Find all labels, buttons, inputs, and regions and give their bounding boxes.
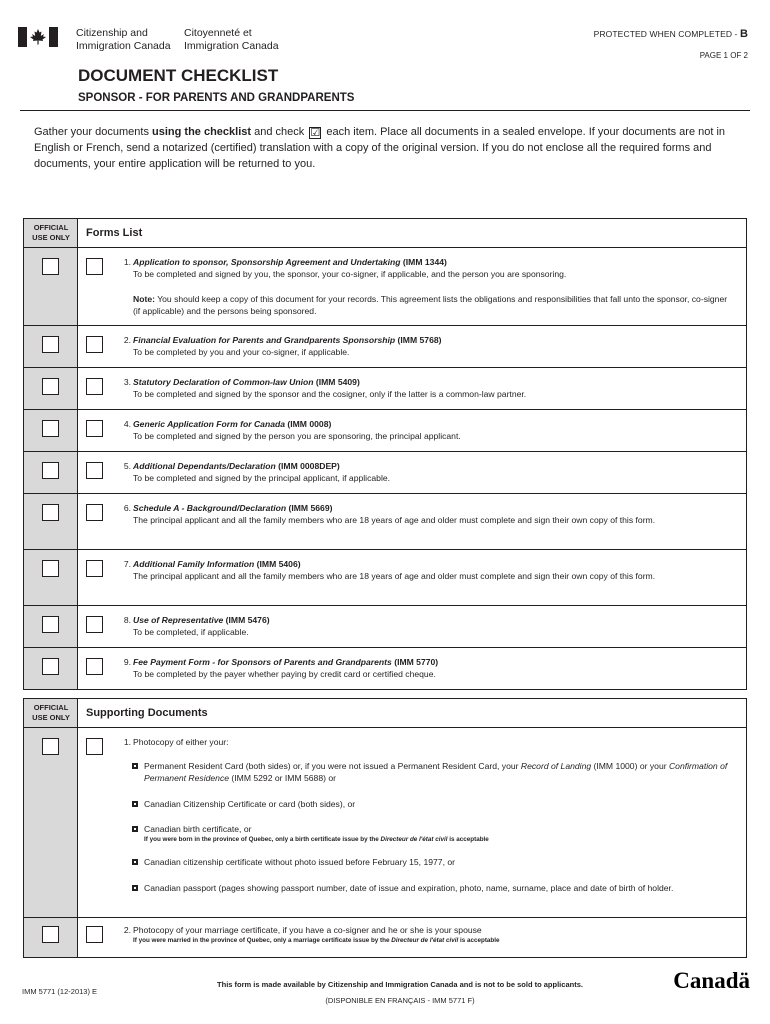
bullet-citizenship-certificate: Canadian Citizenship Certificate or card (both sides), or xyxy=(130,798,740,810)
page-number: PAGE 1 OF 2 xyxy=(699,51,748,60)
official-checkbox-s2[interactable] xyxy=(42,926,59,943)
supporting-header xyxy=(24,699,746,727)
form-code-2: (IMM 5768) xyxy=(395,335,442,345)
form-title-7: Additional Family Information xyxy=(133,559,255,569)
form-checkbox-9[interactable] xyxy=(86,658,103,675)
intro-bold: using the checklist xyxy=(152,126,252,138)
supporting-item-1-text: Photocopy of either your: xyxy=(133,737,229,747)
bullet-citizenship-no-photo: Canadian citizenship certificate without photo issued before February 15, 1977, or xyxy=(130,856,740,868)
protected-text: PROTECTED WHEN COMPLETED - xyxy=(593,29,738,39)
bullet-icon xyxy=(132,885,138,891)
form-checkbox-7[interactable] xyxy=(86,560,103,577)
official-use-label-2: OFFICIAL USE ONLY xyxy=(32,703,70,722)
footer-french-availability: (DISPONIBLE EN FRANÇAIS - IMM 5771 F) xyxy=(325,996,475,1005)
form-code-4: (IMM 0008) xyxy=(285,419,332,429)
official-checkbox-5[interactable] xyxy=(42,462,59,479)
form-code-9: (IMM 5770) xyxy=(391,657,439,667)
form-desc-4: To be completed and signed by the person you are sponsoring, the principal applicant. xyxy=(133,431,461,441)
form-desc-7: The principal applicant and all the family members who are 18 years of age and older must complete and sign their own copy of this form. xyxy=(133,571,656,581)
form-note: Note: You should keep a copy of this document for your records. This agreement lists the obligations and responsibilities that fall unto the sponsor, co-signer (if applicable) and the persons being sponsored. xyxy=(133,294,728,316)
page-subtitle: SPONSOR - FOR PARENTS AND GRANDPARENTS xyxy=(78,92,355,104)
form-title-4: Generic Application Form for Canada xyxy=(133,419,286,429)
form-code-3: (IMM 5409) xyxy=(313,377,360,387)
form-checkbox-1[interactable] xyxy=(86,258,103,275)
official-checkbox-s1[interactable] xyxy=(42,738,59,755)
official-checkbox-2[interactable] xyxy=(42,336,59,353)
bullet-pr-card: Permanent Resident Card (both sides) or, if you were not issued a Permanent Resident Card, your Record of Landing (IMM 1000) or your Confirmation of Permanent Residence (IMM 5292 or IMM 5688) or xyxy=(130,760,740,784)
protected-label xyxy=(594,28,748,40)
bullet-icon xyxy=(132,763,138,769)
forms-list-table xyxy=(23,218,747,690)
intro-text-1: Gather your documents xyxy=(34,126,153,138)
department-en-line1: Citizenship and xyxy=(76,27,148,39)
form-code-6: (IMM 5669) xyxy=(286,503,333,513)
department-name-english xyxy=(76,27,171,53)
supporting-checkbox-1[interactable] xyxy=(86,738,103,755)
canada-wordmark-logo: Canadä xyxy=(673,968,750,993)
official-checkbox-1[interactable] xyxy=(42,258,59,275)
form-item-2: 2. Financial Evaluation for Parents and Grandparents Sponsorship (IMM 5768) To be completed by you and your co-signer, if applicable. xyxy=(24,325,746,367)
form-item-6: 6. Schedule A - Background/Declaration (IMM 5669) The principal applicant and all the family members who are 18 years of age and older must complete and sign their own copy of this form. xyxy=(24,493,746,549)
form-title-8: Use of Representative xyxy=(133,615,224,625)
form-checkbox-5[interactable] xyxy=(86,462,103,479)
supporting-item-2: 2. Photocopy of your marriage certificate, if you have a co-signer and he or she is your spouse If you were married in the province of Quebec, only a marriage certificate issue by the Directeur de l'état civil is acceptable xyxy=(24,917,746,957)
supporting-documents-table xyxy=(23,698,747,958)
department-fr-line2: Immigration Canada xyxy=(184,40,279,52)
form-title-2: Financial Evaluation for Parents and Grandparents Sponsorship xyxy=(133,335,396,345)
form-code-8: (IMM 5476) xyxy=(223,615,270,625)
supporting-item-2-text: Photocopy of your marriage certificate, if you have a co-signer and he or she is your spouse xyxy=(133,925,482,935)
form-code-1: (IMM 1344) xyxy=(400,257,447,267)
bullet-icon xyxy=(132,801,138,807)
form-desc-6: The principal applicant and all the family members who are 18 years of age and older must complete and sign their own copy of this form. xyxy=(133,515,656,525)
official-use-label: OFFICIAL USE ONLY xyxy=(32,223,70,242)
form-desc-2: To be completed by you and your co-signer, if applicable. xyxy=(133,347,350,357)
intro-text-3: each item. Place all documents in a sealed envelope. If your documents are not in English or French, send a notarized (certified) translation with a copy of the original version. If you do not enclose all the required forms and documents, your entire application will be returned to you. xyxy=(34,126,726,170)
bullet-passport: Canadian passport (pages showing passport number, date of issue and expiration, photo, name, surname, place and date of birth of holder. xyxy=(130,882,740,894)
form-title-1: Application to sponsor, Sponsorship Agreement and Undertaking xyxy=(133,257,401,267)
department-fr-line1: Citoyenneté et xyxy=(184,27,252,39)
footer-notice: This form is made available by Citizenship and Immigration Canada and is not to be sold to applicants. xyxy=(217,980,583,989)
bullet-birth-certificate: Canadian birth certificate, or If you were born in the province of Quebec, only a birth certificate issue by the Directeur de l'état civil is acceptable xyxy=(130,823,740,844)
form-checkbox-3[interactable] xyxy=(86,378,103,395)
official-checkbox-8[interactable] xyxy=(42,616,59,633)
form-title-6: Schedule A - Background/Declaration xyxy=(133,503,287,513)
form-desc-1: To be completed and signed by you, the sponsor, your co-signer, if applicable, and the person you are sponsoring. xyxy=(133,269,567,279)
form-desc-3: To be completed and signed by the sponsor and the cosigner, only if the latter is a common-law partner. xyxy=(133,389,527,399)
department-name-french xyxy=(184,27,279,53)
official-checkbox-4[interactable] xyxy=(42,420,59,437)
form-checkbox-2[interactable] xyxy=(86,336,103,353)
supporting-checkbox-2[interactable] xyxy=(86,926,103,943)
bullet-icon xyxy=(132,826,138,832)
intro-paragraph xyxy=(34,124,740,172)
form-code-5: (IMM 0008DEP) xyxy=(275,461,340,471)
form-title-5: Additional Dependants/Declaration xyxy=(133,461,276,471)
form-title-3: Statutory Declaration of Common-law Union xyxy=(133,377,314,387)
form-desc-8: To be completed, if applicable. xyxy=(133,627,249,637)
intro-text-2: and check xyxy=(251,126,308,138)
forms-list-heading: Forms List xyxy=(86,227,143,239)
canada-flag-icon xyxy=(18,27,58,47)
form-item-9: 9. Fee Payment Form - for Sponsors of Parents and Grandparents (IMM 5770) To be completed by the payer whether paying by credit card or certified cheque. xyxy=(24,647,746,689)
official-checkbox-3[interactable] xyxy=(42,378,59,395)
form-item-1: 1. Application to sponsor, Sponsorship Agreement and Undertaking (IMM 1344) To be completed and signed by you, the sponsor, your co-signer, if applicable, and the person you are sponsoring. Note: You should keep a copy of this document for your records. This agreement lists the obligations and responsibilities that fall unto the sponsor, co-signer (if applicable) and the persons being sponsored. xyxy=(24,247,746,325)
form-checkbox-4[interactable] xyxy=(86,420,103,437)
form-desc-5: To be completed and signed by the principal applicant, if applicable. xyxy=(133,473,391,483)
form-item-8: 8. Use of Representative (IMM 5476) To be completed, if applicable. xyxy=(24,605,746,647)
form-item-7: 7. Additional Family Information (IMM 5406) The principal applicant and all the family members who are 18 years of age and older must complete and sign their own copy of this form. xyxy=(24,549,746,605)
checkmark-icon: ☑ xyxy=(310,127,321,139)
supporting-item-1: 1. Photocopy of either your: Permanent Resident Card (both sides) or, if you were not issued a Permanent Resident Card, your Record of Landing (IMM 1000) or your Confirmation of Permanent Residence (IMM 5292 or IMM 5688) or Canadian Citizenship Certificate or card (both sides), or Canadian birth certificate, or If you were born in the province of Quebec, only a birth certificate issue by the Directeur de l'état civil is acceptable Canadian citizenship certificate without photo issued before February 15, 1977, or Canadian passport (pages showing passport number, date of issue and expiration, photo, name, surname, place and date of birth of holder. xyxy=(24,727,746,917)
form-item-5: 5. Additional Dependants/Declaration (IMM 0008DEP) To be completed and signed by the principal applicant, if applicable. xyxy=(24,451,746,493)
forms-list-header xyxy=(24,219,746,247)
form-checkbox-6[interactable] xyxy=(86,504,103,521)
official-checkbox-9[interactable] xyxy=(42,658,59,675)
form-code-7: (IMM 5406) xyxy=(254,559,301,569)
page-title: DOCUMENT CHECKLIST xyxy=(78,66,279,85)
protected-level: B xyxy=(739,28,748,40)
department-en-line2: Immigration Canada xyxy=(76,40,171,52)
form-title-9: Fee Payment Form - for Sponsors of Parents and Grandparents xyxy=(133,657,392,667)
form-item-4: 4. Generic Application Form for Canada (IMM 0008) To be completed and signed by the person you are sponsoring, the principal applicant. xyxy=(24,409,746,451)
header-divider xyxy=(20,110,750,111)
official-checkbox-7[interactable] xyxy=(42,560,59,577)
supporting-heading: Supporting Documents xyxy=(86,707,208,719)
form-checkbox-8[interactable] xyxy=(86,616,103,633)
form-item-3: 3. Statutory Declaration of Common-law Union (IMM 5409) To be completed and signed by the sponsor and the cosigner, only if the latter is a common-law partner. xyxy=(24,367,746,409)
form-id: IMM 5771 (12-2013) E xyxy=(22,987,98,996)
bullet-icon xyxy=(132,859,138,865)
official-checkbox-6[interactable] xyxy=(42,504,59,521)
form-desc-9: To be completed by the payer whether paying by credit card or certified cheque. xyxy=(133,669,436,679)
